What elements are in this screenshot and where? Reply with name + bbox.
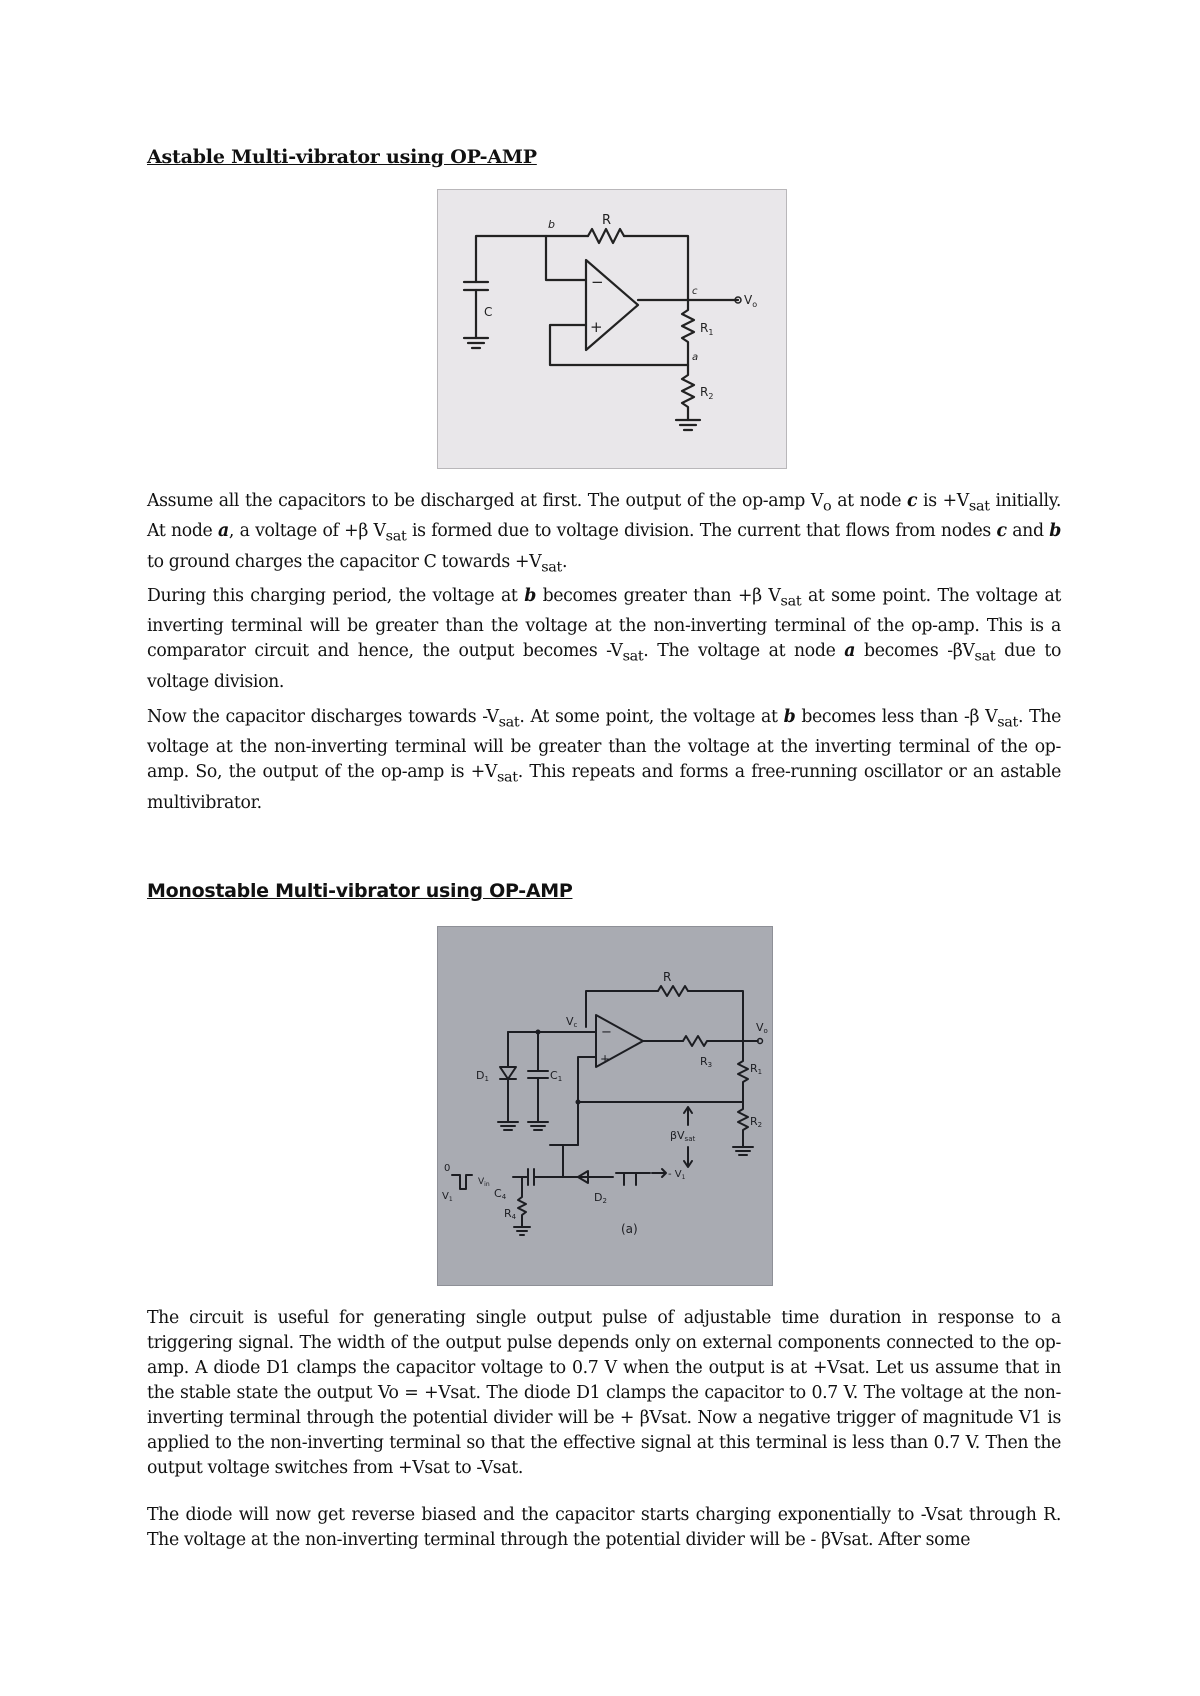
monostable-paragraph-2: The diode will now get reverse biased and the capacitor starts charging exponentially to -Vsat through R. The voltage at the non-inverting terminal through the potential divider will be - βVsat. After some	[147, 1505, 1061, 1550]
mono-label-c1: C1	[550, 1069, 563, 1083]
mono-label-bvsat: βVsat	[670, 1129, 696, 1143]
mono-label-v1-left: $V_1$	[442, 1191, 453, 1203]
astable-paragraph-3: Now the capacitor discharges towards $-V_{sat}$. At some point, the voltage at b becomes less than -β $V_{sat}$. The voltage at the non-inverting terminal will be greater than the voltage at the inverting terminal of the op-amp. So, the output of the op-amp is $+V_{sat}$. This repeats and forms a free-running oscillator or an astable multivibrator.	[147, 707, 1061, 813]
mono-label-v1-arrow: - $V_1$	[668, 1169, 686, 1181]
mono-label-d1: D1	[476, 1069, 489, 1083]
mono-label-vc: Vc	[566, 1015, 578, 1029]
label-node-b: b	[548, 218, 555, 231]
mono-figure-caption: (a)	[621, 1222, 638, 1236]
mono-label-r: R	[663, 970, 672, 984]
mono-label-d2: D2	[594, 1191, 607, 1205]
label-node-c: c	[692, 286, 698, 297]
astable-circuit-figure	[437, 189, 787, 469]
astable-paragraph-1: Assume all the capacitors to be discharged at first. The output of the op-amp $V_o$ at node c is $+V_{sat}$ initially. At node a, a voltage of +β $V_{sat}$ is formed due to voltage division. The current that flows from nodes c and b to ground charges the capacitor C towards $+V_{sat}$.	[147, 491, 1061, 576]
label-c: C	[484, 305, 493, 319]
mono-label-r3: R3	[700, 1055, 713, 1069]
mono-label-r2: R2	[750, 1115, 763, 1129]
label-plus: +	[590, 318, 603, 336]
mono-label-vin: $V_{in}$	[478, 1177, 490, 1188]
label-minus: −	[591, 273, 604, 291]
monostable-paragraph-1: The circuit is useful for generating single output pulse of adjustable time duration in response to a triggering signal. The width of the output pulse depends only on external components connected to the op-amp. A diode D1 clamps the capacitor voltage to 0.7 V when the output is at +Vsat. Let us assume that in the stable state the output Vo = +Vsat. The diode D1 clamps the capacitor to 0.7 V. The voltage at the non-inverting terminal through the potential divider will be + βVsat. Now a negative trigger of magnitude V1 is applied to the non-inverting terminal so that the effective signal at this terminal is less than 0.7 V. Then the output voltage switches from +Vsat to -Vsat.	[147, 1308, 1061, 1478]
mono-label-c4: C4	[494, 1187, 507, 1201]
monostable-heading: Monostable Multi-vibrator using OP-AMP	[147, 880, 573, 902]
label-r1: $R_1$	[700, 321, 714, 337]
label-node-a: a	[692, 352, 699, 363]
astable-heading: Astable Multi-vibrator using OP-AMP	[147, 146, 537, 168]
monostable-circuit-figure	[437, 926, 773, 1286]
mono-label-minus: −	[601, 1025, 612, 1040]
monostable-circuit-diagram	[438, 927, 772, 1285]
mono-label-plus: +	[600, 1052, 611, 1066]
mono-label-r4: R4	[504, 1207, 517, 1221]
mono-label-r1: R1	[750, 1062, 763, 1076]
astable-circuit-diagram	[438, 190, 786, 468]
mono-label-vo: Vo	[756, 1021, 768, 1035]
label-r: R	[602, 213, 612, 228]
label-vo: $V_o$	[744, 293, 758, 309]
astable-paragraph-2: During this charging period, the voltage at b becomes greater than +β $V_{sat}$ at some point. The voltage at inverting terminal will be greater than the voltage at the non-inverting terminal of the op-amp. This is a comparator circuit and hence, the output becomes $-V_{sat}$. The voltage at node a becomes $-\beta V_{sat}$ due to voltage division.	[147, 586, 1061, 692]
mono-label-zero: 0	[444, 1163, 451, 1174]
label-r2: $R_2$	[700, 385, 714, 401]
